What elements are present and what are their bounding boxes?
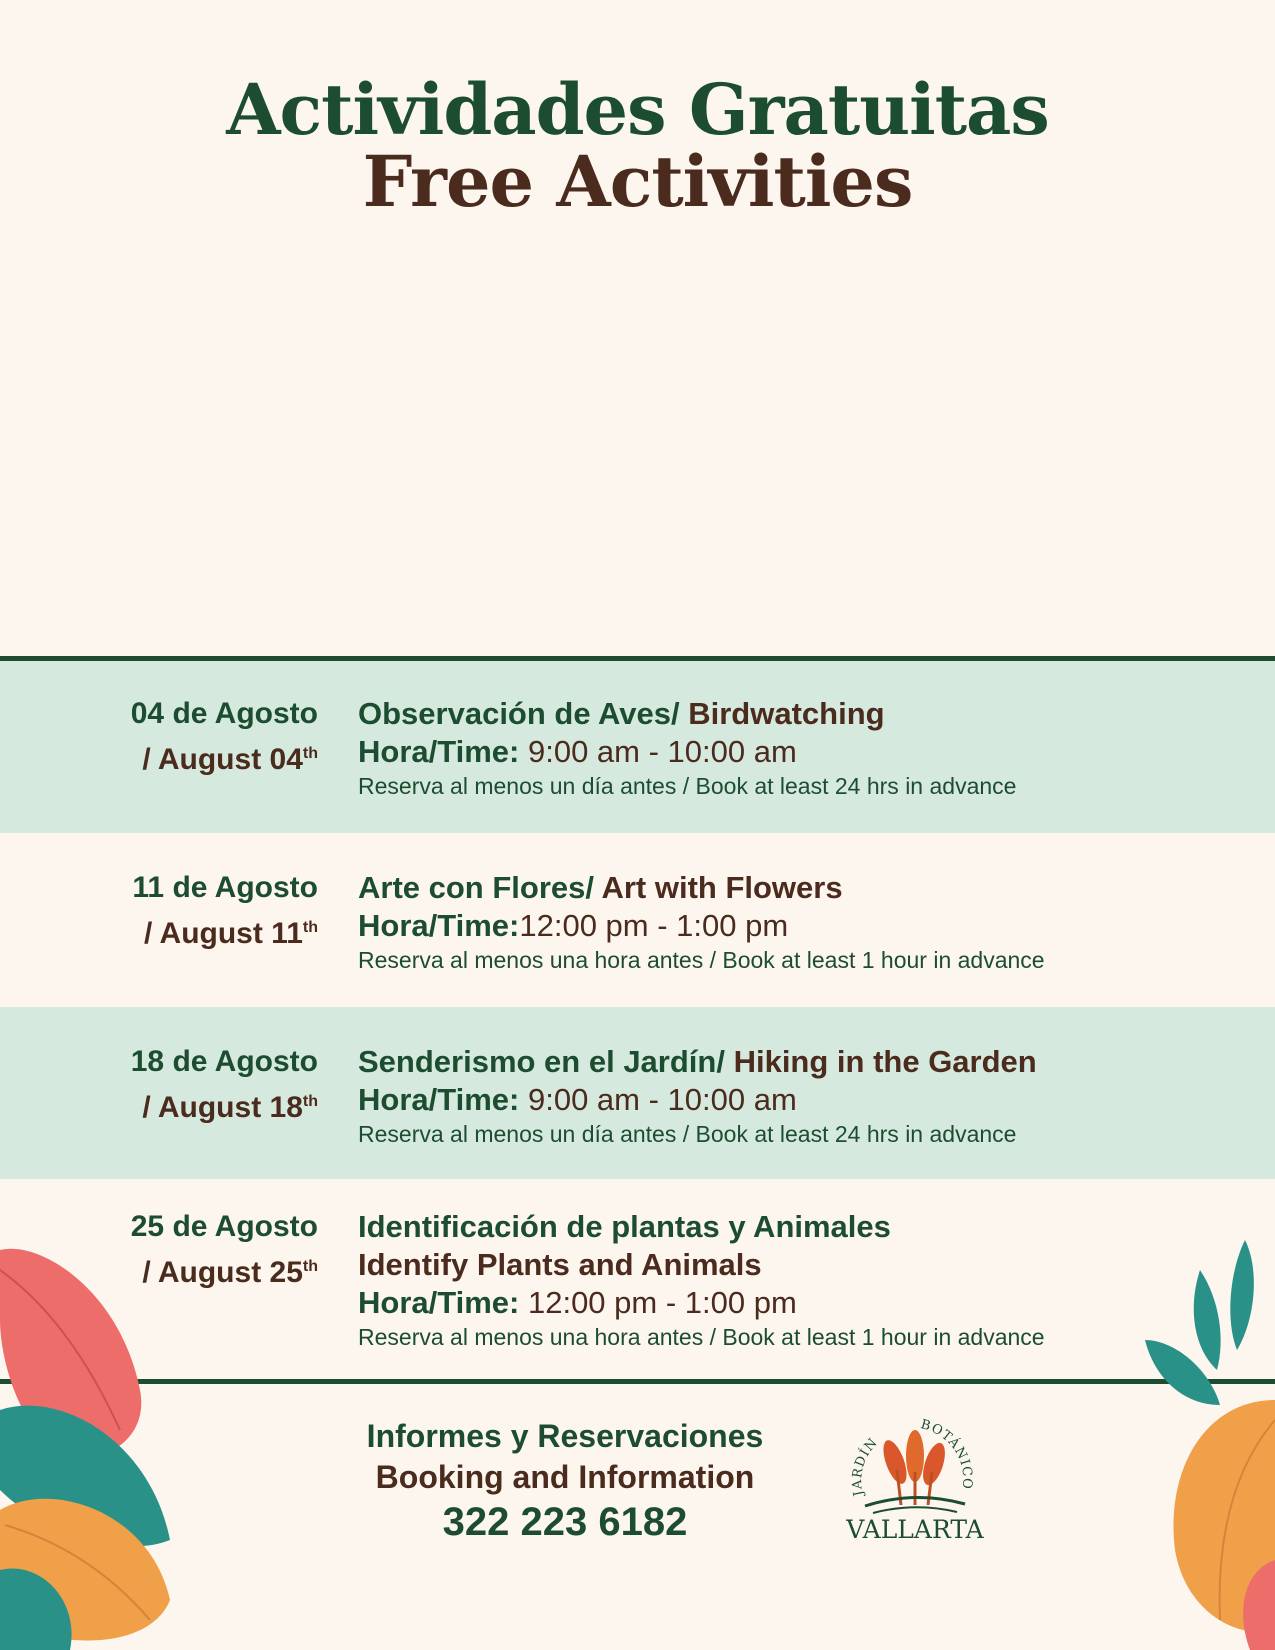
- date-spanish: 25 de Agosto: [130, 1210, 318, 1243]
- activity-title: Senderismo en el Jardín/ Hiking in the Garden: [358, 1044, 1037, 1079]
- event-row: [0, 833, 1275, 1007]
- event-date: [131, 1042, 318, 1128]
- booking-note: Reserva al menos una hora antes / Book at least 1 hour in advance: [358, 947, 1045, 973]
- event-info: [358, 695, 1016, 801]
- date-spanish: 04 de Agosto: [130, 697, 318, 730]
- date-spanish: 11 de Agosto: [132, 871, 318, 904]
- event-info: [358, 1043, 1037, 1149]
- jardin-botanico-logo: [835, 1410, 995, 1550]
- date-english: / August 04th: [142, 743, 318, 776]
- activity-time: Hora/Time: 9:00 am - 10:00 am: [358, 734, 797, 769]
- event-date: [132, 868, 318, 954]
- event-row: [0, 661, 1275, 833]
- title-english: Free Activities: [362, 140, 913, 223]
- event-info: [358, 1208, 1045, 1352]
- booking-note: Reserva al menos una hora antes / Book at least 1 hour in advance: [358, 1324, 1045, 1350]
- activity-title: Observación de Aves/ Birdwatching: [358, 696, 885, 731]
- activity-title-spanish: Identificación de plantas y Animales: [358, 1209, 891, 1244]
- date-spanish: 18 de Agosto: [130, 1045, 318, 1078]
- contact-block: [290, 1415, 840, 1547]
- svg-text:JARDÍN: [850, 1435, 881, 1499]
- contact-heading-english: Booking and Information: [375, 1459, 755, 1495]
- event-info: [358, 869, 1045, 975]
- logo-text-jardin: JARDÍN: [850, 1435, 882, 1498]
- bottom-divider: [0, 1379, 1275, 1384]
- logo-text-botanico: BOTÁNICO: [918, 1417, 975, 1491]
- activity-time: Hora/Time:12:00 pm - 1:00 pm: [358, 908, 789, 943]
- contact-heading-spanish: Informes y Reservaciones: [366, 1418, 764, 1454]
- activity-time: Hora/Time: 12:00 pm - 1:00 pm: [358, 1285, 797, 1320]
- date-english: / August 25th: [142, 1256, 318, 1289]
- phone-number[interactable]: 322 223 6182: [442, 1500, 688, 1544]
- booking-note: Reserva al menos un día antes / Book at least 24 hrs in advance: [358, 773, 1017, 799]
- title-spanish: Actividades Gratuitas: [226, 68, 1049, 151]
- activity-time: Hora/Time: 9:00 am - 10:00 am: [358, 1082, 797, 1117]
- leaf-cluster-right-icon: [1125, 1230, 1275, 1650]
- leaf-cluster-left-icon: [0, 1240, 180, 1650]
- activity-title: Arte con Flores/ Art with Flowers: [358, 870, 843, 905]
- booking-note: Reserva al menos un día antes / Book at least 24 hrs in advance: [358, 1121, 1017, 1147]
- activity-title-english: Identify Plants and Animals: [358, 1247, 762, 1282]
- date-english: / August 18th: [142, 1091, 318, 1124]
- page-header: [0, 68, 1275, 223]
- date-english: / August 11th: [143, 917, 318, 950]
- logo-text-vallarta: VALLARTA: [846, 1515, 984, 1544]
- wheat-icon: [879, 1430, 950, 1505]
- event-date: [131, 694, 318, 780]
- event-row: [0, 1007, 1275, 1179]
- event-row: [0, 1179, 1275, 1379]
